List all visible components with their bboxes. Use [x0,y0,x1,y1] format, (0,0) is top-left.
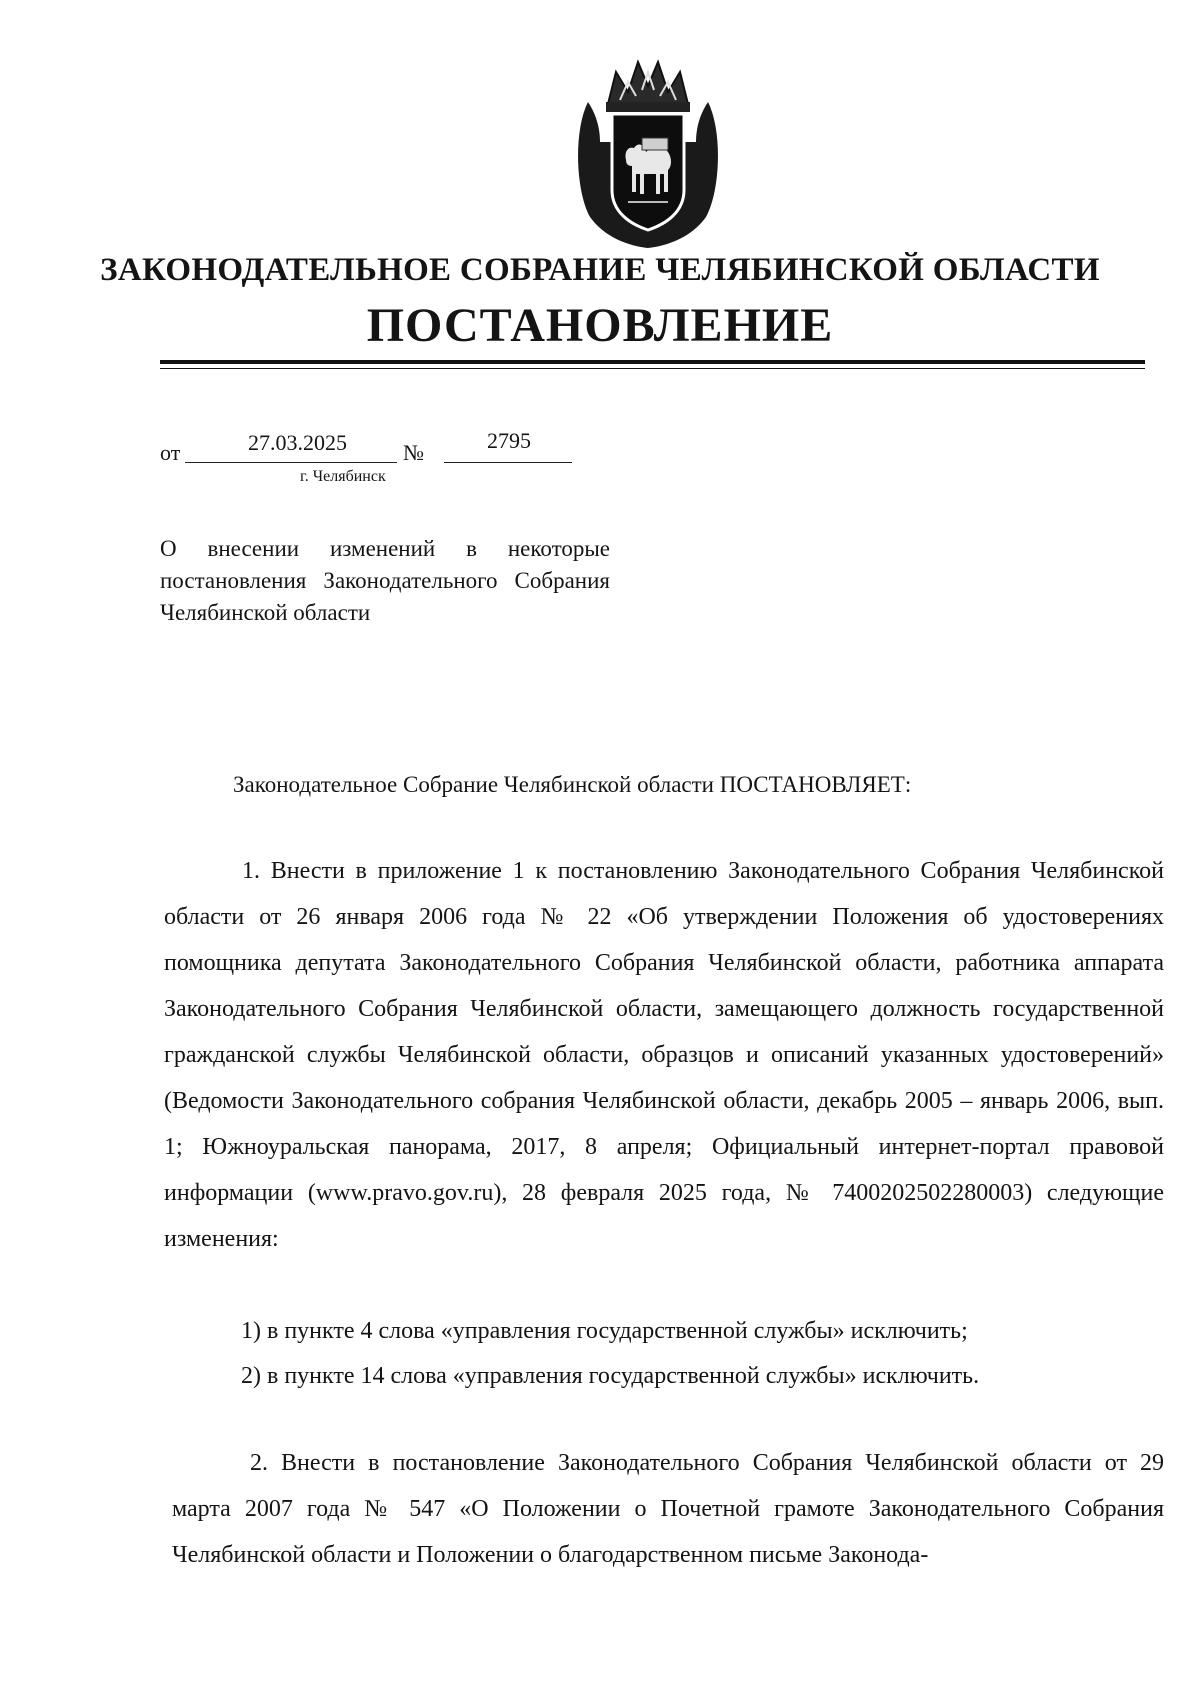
subitem-2: 2) в пункте 14 слова «управления государственной службы» исключить. [241,1363,980,1389]
paragraph-2: 2. Внести в постановление Законодательного Собрания Челябинской области от 29 марта 2007 года № 547 «О Положении о Почетной грамоте Законодательного Собрания Челябинской области и Положении о благодарственном письме Законода- [172,1450,1164,1568]
document-subject: О внесении изменений в некоторые постановления Законодательного Собрания Челябинской области [160,536,610,625]
header-rule-thin [160,368,1145,369]
organization-title: ЗАКОНОДАТЕЛЬНОЕ СОБРАНИЕ ЧЕЛЯБИНСКОЙ ОБЛАСТИ [100,252,1100,288]
decree-statement: Законодательное Собрание Челябинской области ПОСТАНОВЛЯЕТ: [233,772,912,797]
city-label: г. Челябинск [300,468,386,485]
date-prefix-label: от [160,440,181,465]
paragraph-1: 1. Внести в приложение 1 к постановлению Законодательного Собрания Челябинской области от 26 января 2006 года № 22 «Об утверждении Положения об удостоверениях помощника депутата Законодательного Собрания Челябинской области, работника аппарата Законодательного Собрания Челябинской области, замещающего должность государственной гражданской службы Челябинской области, образцов и описаний указанных удостоверений» (Ведомости Законодательного собрания Челябинской области, декабрь 2005 – январь 2006, вып. 1; Южноуральская панорама, 2017, 8 апреля; Официальный интернет-портал правовой информации (www.pravo.gov.ru), 28 февраля 2025 года, № 7400202502280003) следующие изменения: [164,858,1164,1252]
subitem-1: 1) в пункте 4 слова «управления государственной службы» исключить; [241,1318,968,1344]
number-underline [444,462,572,463]
number-label: № [403,440,424,465]
date-underline [185,462,397,463]
document-date: 27.03.2025 [248,430,347,455]
coat-of-arms-icon [568,42,728,250]
document-type-title: ПОСТАНОВЛЕНИЕ [366,299,834,352]
document-number: 2795 [487,428,531,453]
header-rule-thick [160,360,1145,364]
